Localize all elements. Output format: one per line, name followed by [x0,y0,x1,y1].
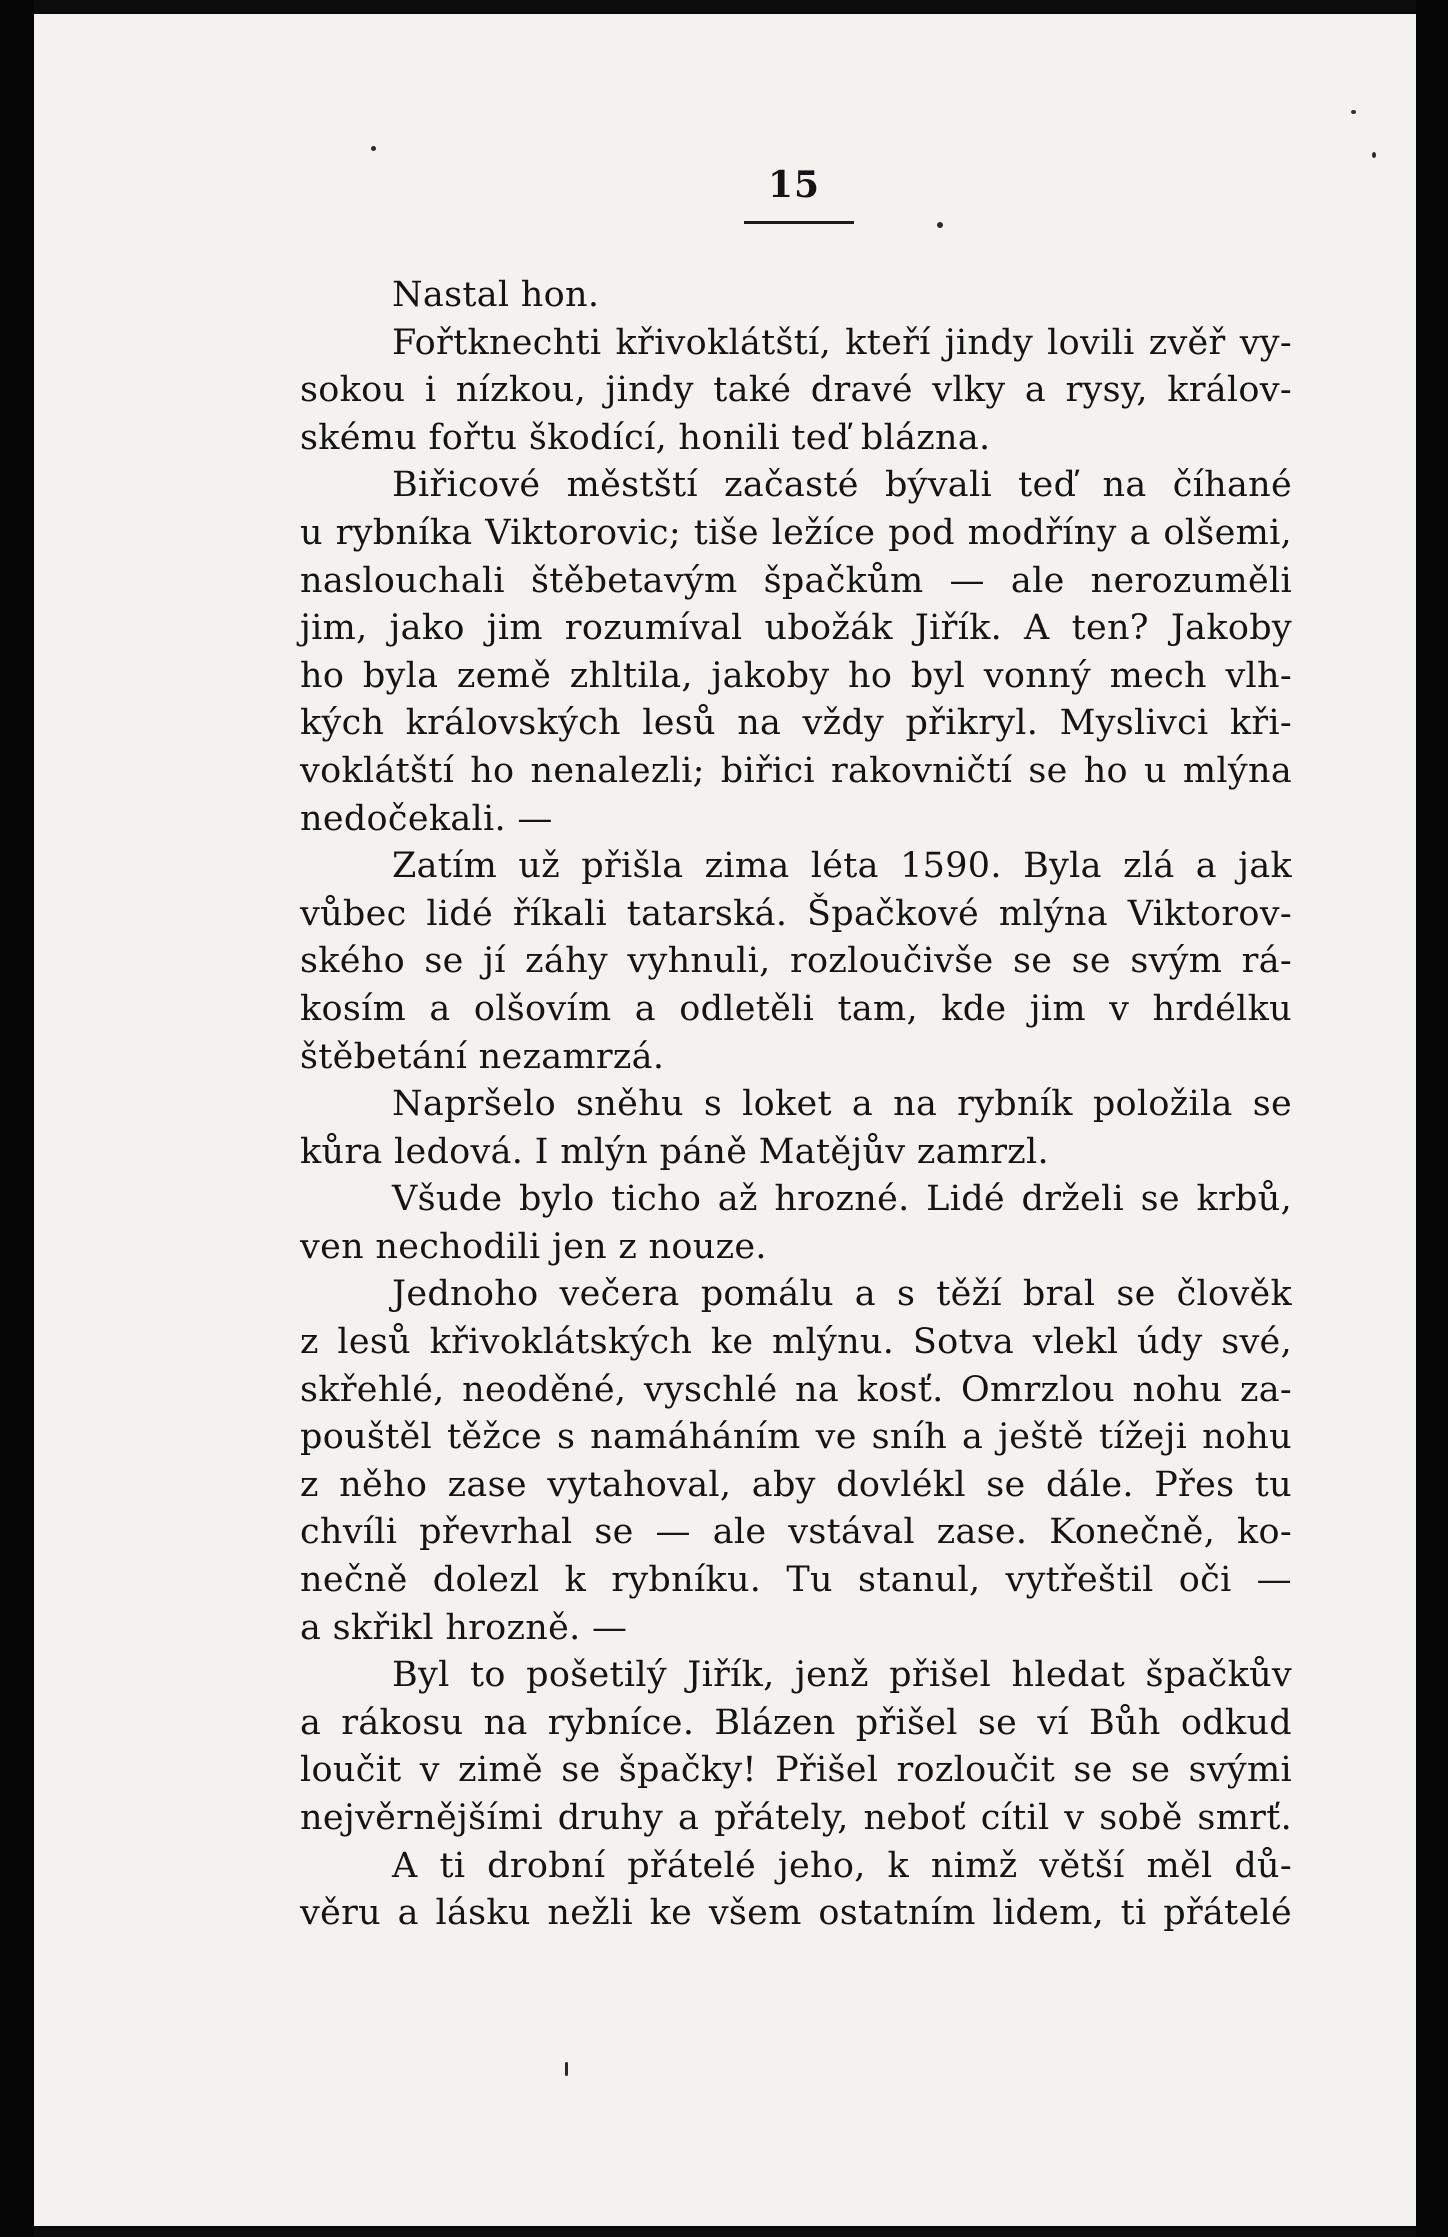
text-line: skřehlé, neoděné, vyschlé na kosť. Omrzlou nohu za- [300,1369,1292,1410]
text-line: loučit v zimě se špačky! Přišel rozloučit se se svými [300,1750,1292,1791]
text-line: nedočekali. — [300,798,553,839]
text-line: nejvěrnějšími druhy a přátely, neboť cítil v sobě smrť. [300,1798,1292,1838]
scan-edge-shadow [1416,0,1448,2237]
scan-speck [371,146,376,151]
text-line: Jednoho večera pomálu a s těží bral se člověk [392,1274,1292,1315]
text-line: Napršelo sněhu s loket a na rybník položila se [392,1084,1292,1125]
text-line: u rybníka Viktorovic; tiše ležíce pod modříny a olšemi, [300,512,1292,553]
scan-speck [1351,110,1356,114]
text-line: ského se jí záhy vyhnuli, rozloučivše se se svým rá- [300,941,1292,982]
page-number-rule [744,221,854,224]
text-line: Všude bylo ticho až hrozné. Lidé drželi se krbů, [392,1179,1292,1220]
body-text [300,272,1292,1938]
text-line: a rákosu na rybníce. Blázen přišel se ví Bůh odkud [300,1702,1292,1743]
text-line: skému fořtu škodící, honili teď blázna. [300,417,991,458]
text-line: kosím a olšovím a odletěli tam, kde jim v hrdélku [300,988,1292,1029]
text-line: kých královských lesů na vždy přikryl. Myslivci kři- [300,703,1292,744]
text-line: věru a lásku nežli ke všem ostatním lidem, ti přátelé [300,1893,1292,1934]
text-line: ho byla země zhltila, jakoby ho byl vonný mech vlh- [300,655,1292,696]
page-number: 15 [767,164,821,206]
scan-speck [1372,152,1376,158]
text-line: Byl to pošetilý Jiřík, jenž přišel hledat špačkův [392,1655,1292,1696]
text-line: vůbec lidé říkali tatarská. Špačkové mlýna Viktorov- [300,893,1292,934]
text-line: a skřikl hrozně. — [300,1607,628,1648]
text-line: z něho zase vytahoval, aby dovlékl se dále. Přes tu [300,1464,1292,1505]
scan-speck [937,222,943,228]
text-line: sokou i nízkou, jindy také dravé vlky a rysy, králov- [300,370,1292,411]
text-line: pouštěl těžce s namáháním ve sníh a ještě tížeji nohu [300,1417,1292,1458]
text-line: z lesů křivoklátských ke mlýnu. Sotva vlekl údy své, [300,1322,1292,1363]
text-line: naslouchali štěbetavým špačkům — ale nerozuměli [300,560,1292,601]
text-line: voklátští ho nenalezli; biřici rakovničtí se ho u mlýna [300,750,1292,791]
text-line: Fořtknechti křivoklátští, kteří jindy lovili zvěř vy- [392,322,1292,363]
book-spine-shadow [0,0,34,2237]
text-line: ven nechodili jen z nouze. [300,1226,767,1267]
text-line: Biřicové městští začasté bývali teď na číhané [392,465,1292,506]
text-line: A ti drobní přátelé jeho, k nimž větší měl dů- [392,1845,1292,1886]
text-line: chvíli převrhal se — ale vstával zase. Konečně, ko- [300,1512,1292,1553]
text-line: Nastal hon. [392,275,600,315]
text-line: jim, jako jim rozumíval ubožák Jiřík. A ten? Jakoby [300,608,1292,649]
text-line: kůra ledová. I mlýn páně Matějův zamrzl. [300,1131,1049,1172]
book-page [34,14,1416,2226]
text-line: Zatím už přišla zima léta 1590. Byla zlá a jak [392,846,1292,887]
text-line: štěbetání nezamrzá. [300,1036,665,1077]
text-line: nečně dolezl k rybníku. Tu stanul, vytřeštil oči — [300,1560,1292,1601]
scan-speck [565,2062,568,2076]
